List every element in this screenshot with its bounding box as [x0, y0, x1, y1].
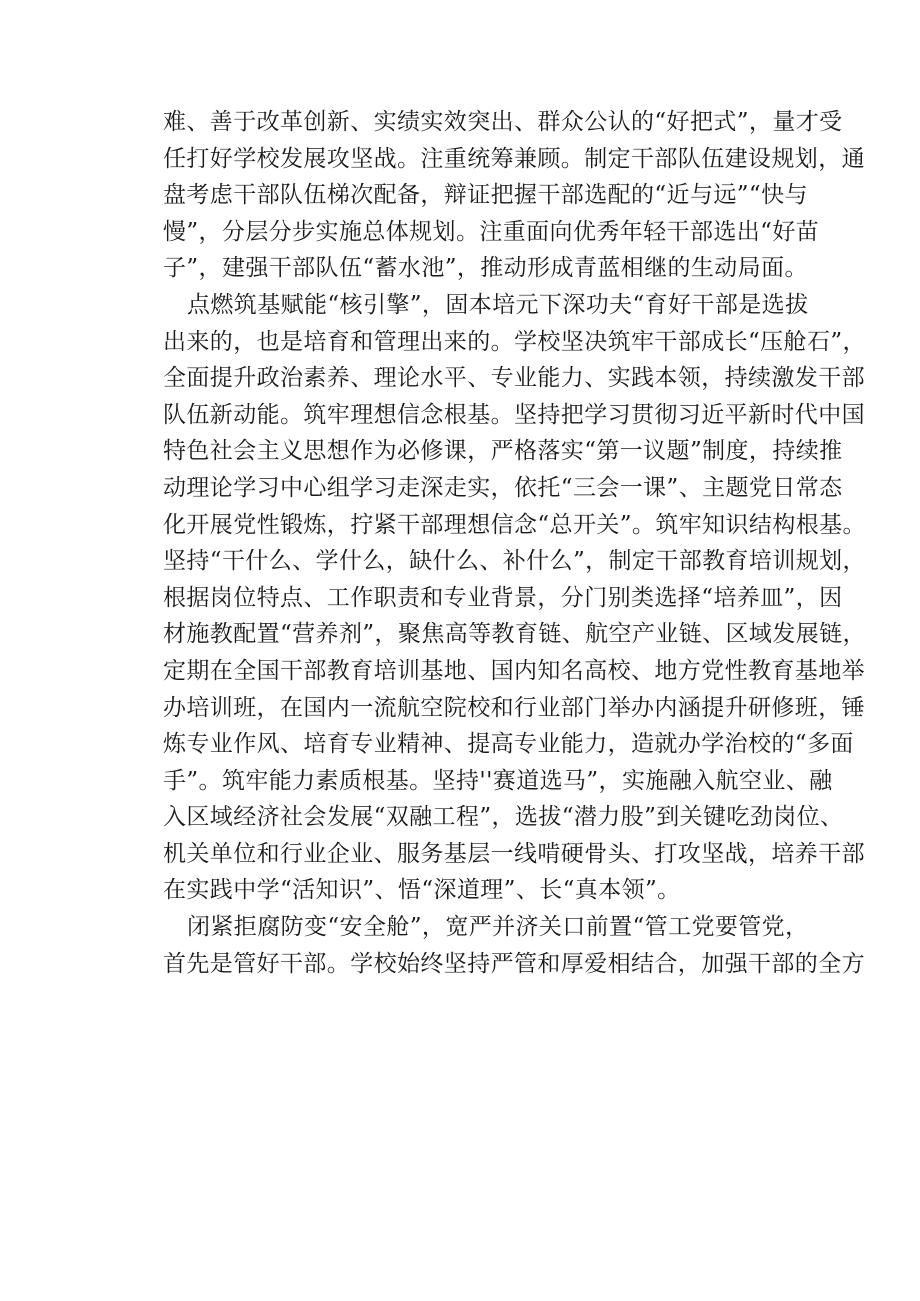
text-line: 手”。筑牢能力素质根基。坚持''赛道选马”，实施融入航空业、融: [163, 767, 833, 794]
text-line: 首先是管好干部。学校始终坚持严管和厚爱相结合，加强干部的全方: [163, 950, 865, 977]
text-line: 炼专业作风、培育专业精神、提高专业能力，造就办学治校的“多面: [163, 731, 854, 758]
text-line: 队伍新动能。筑牢理想信念根基。坚持把学习贯彻习近平新时代中国: [163, 401, 865, 428]
text-line: 办培训班，在国内一流航空院校和行业部门举办内涵提升研修班，锤: [163, 694, 865, 721]
text-line: 动理论学习中心组学习走深走实，依托“三会一课”、主题党日常态: [163, 474, 843, 501]
text-line: 根据岗位特点、工作职责和专业背景，分门别类选择“培养皿”，因: [163, 584, 843, 611]
text-line: 难、善于改革创新、实绩实效突出、群众公认的“好把式”，量才受: [163, 109, 843, 135]
text-line: 化开展党性锻炼，拧紧干部理想信念“总开关”。筑牢知识结构根基。: [163, 511, 866, 538]
text-line: 机关单位和行业企业、服务基层一线啃硬骨头、打攻坚战，培养干部: [163, 840, 865, 867]
paragraph-first-line: 点燃筑基赋能“核引擎”，固本培元下深功夫“育好干部是选拔: [187, 291, 809, 318]
text-line: 坚持“干什么、学什么，缺什么、补什么”，制定干部教育培训规划，: [163, 548, 866, 575]
text-line: 盘考虑干部队伍梯次配备，辩证把握干部选配的“近与远”“快与: [163, 182, 808, 209]
document-body: [163, 104, 866, 982]
text-line: 材施教配置“营养剂”，聚焦高等教育链、航空产业链、区域发展链，: [163, 621, 866, 648]
text-line: 在实践中学“活知识”、悟“深道理”、长“真本领”。: [163, 877, 681, 904]
text-line: 出来的，也是培育和管理出来的。学校坚决筑牢干部成长“压舱石”，: [163, 328, 866, 355]
text-line: 特色社会主义思想作为必修课，严格落实“第一议题”制度，持续推: [163, 438, 843, 465]
text-line: 定期在全国干部教育培训基地、国内知名高校、地方党性教育基地举: [163, 657, 865, 684]
text-line: 慢”，分层分步实施总体规划。注重面向优秀年轻干部选出“好苗: [163, 218, 820, 245]
text-line: 全面提升政治素养、理论水平、专业能力、实践本领，持续激发干部: [163, 365, 865, 392]
text-line: 任打好学校发展攻坚战。注重统筹兼顾。制定干部队伍建设规划，通: [163, 145, 865, 172]
text-line: 子”，建强干部队伍“蓄水池”，推动形成青蓝相继的生动局面。: [163, 255, 808, 282]
text-line: 入区域经济社会发展“双融工程”，选拔“潜力股”到关键吃劲岗位、: [163, 804, 844, 831]
paragraph-first-line: 闭紧拒腐防变“安全舱”，宽严并济关口前置“管工党要管党，: [187, 914, 809, 941]
